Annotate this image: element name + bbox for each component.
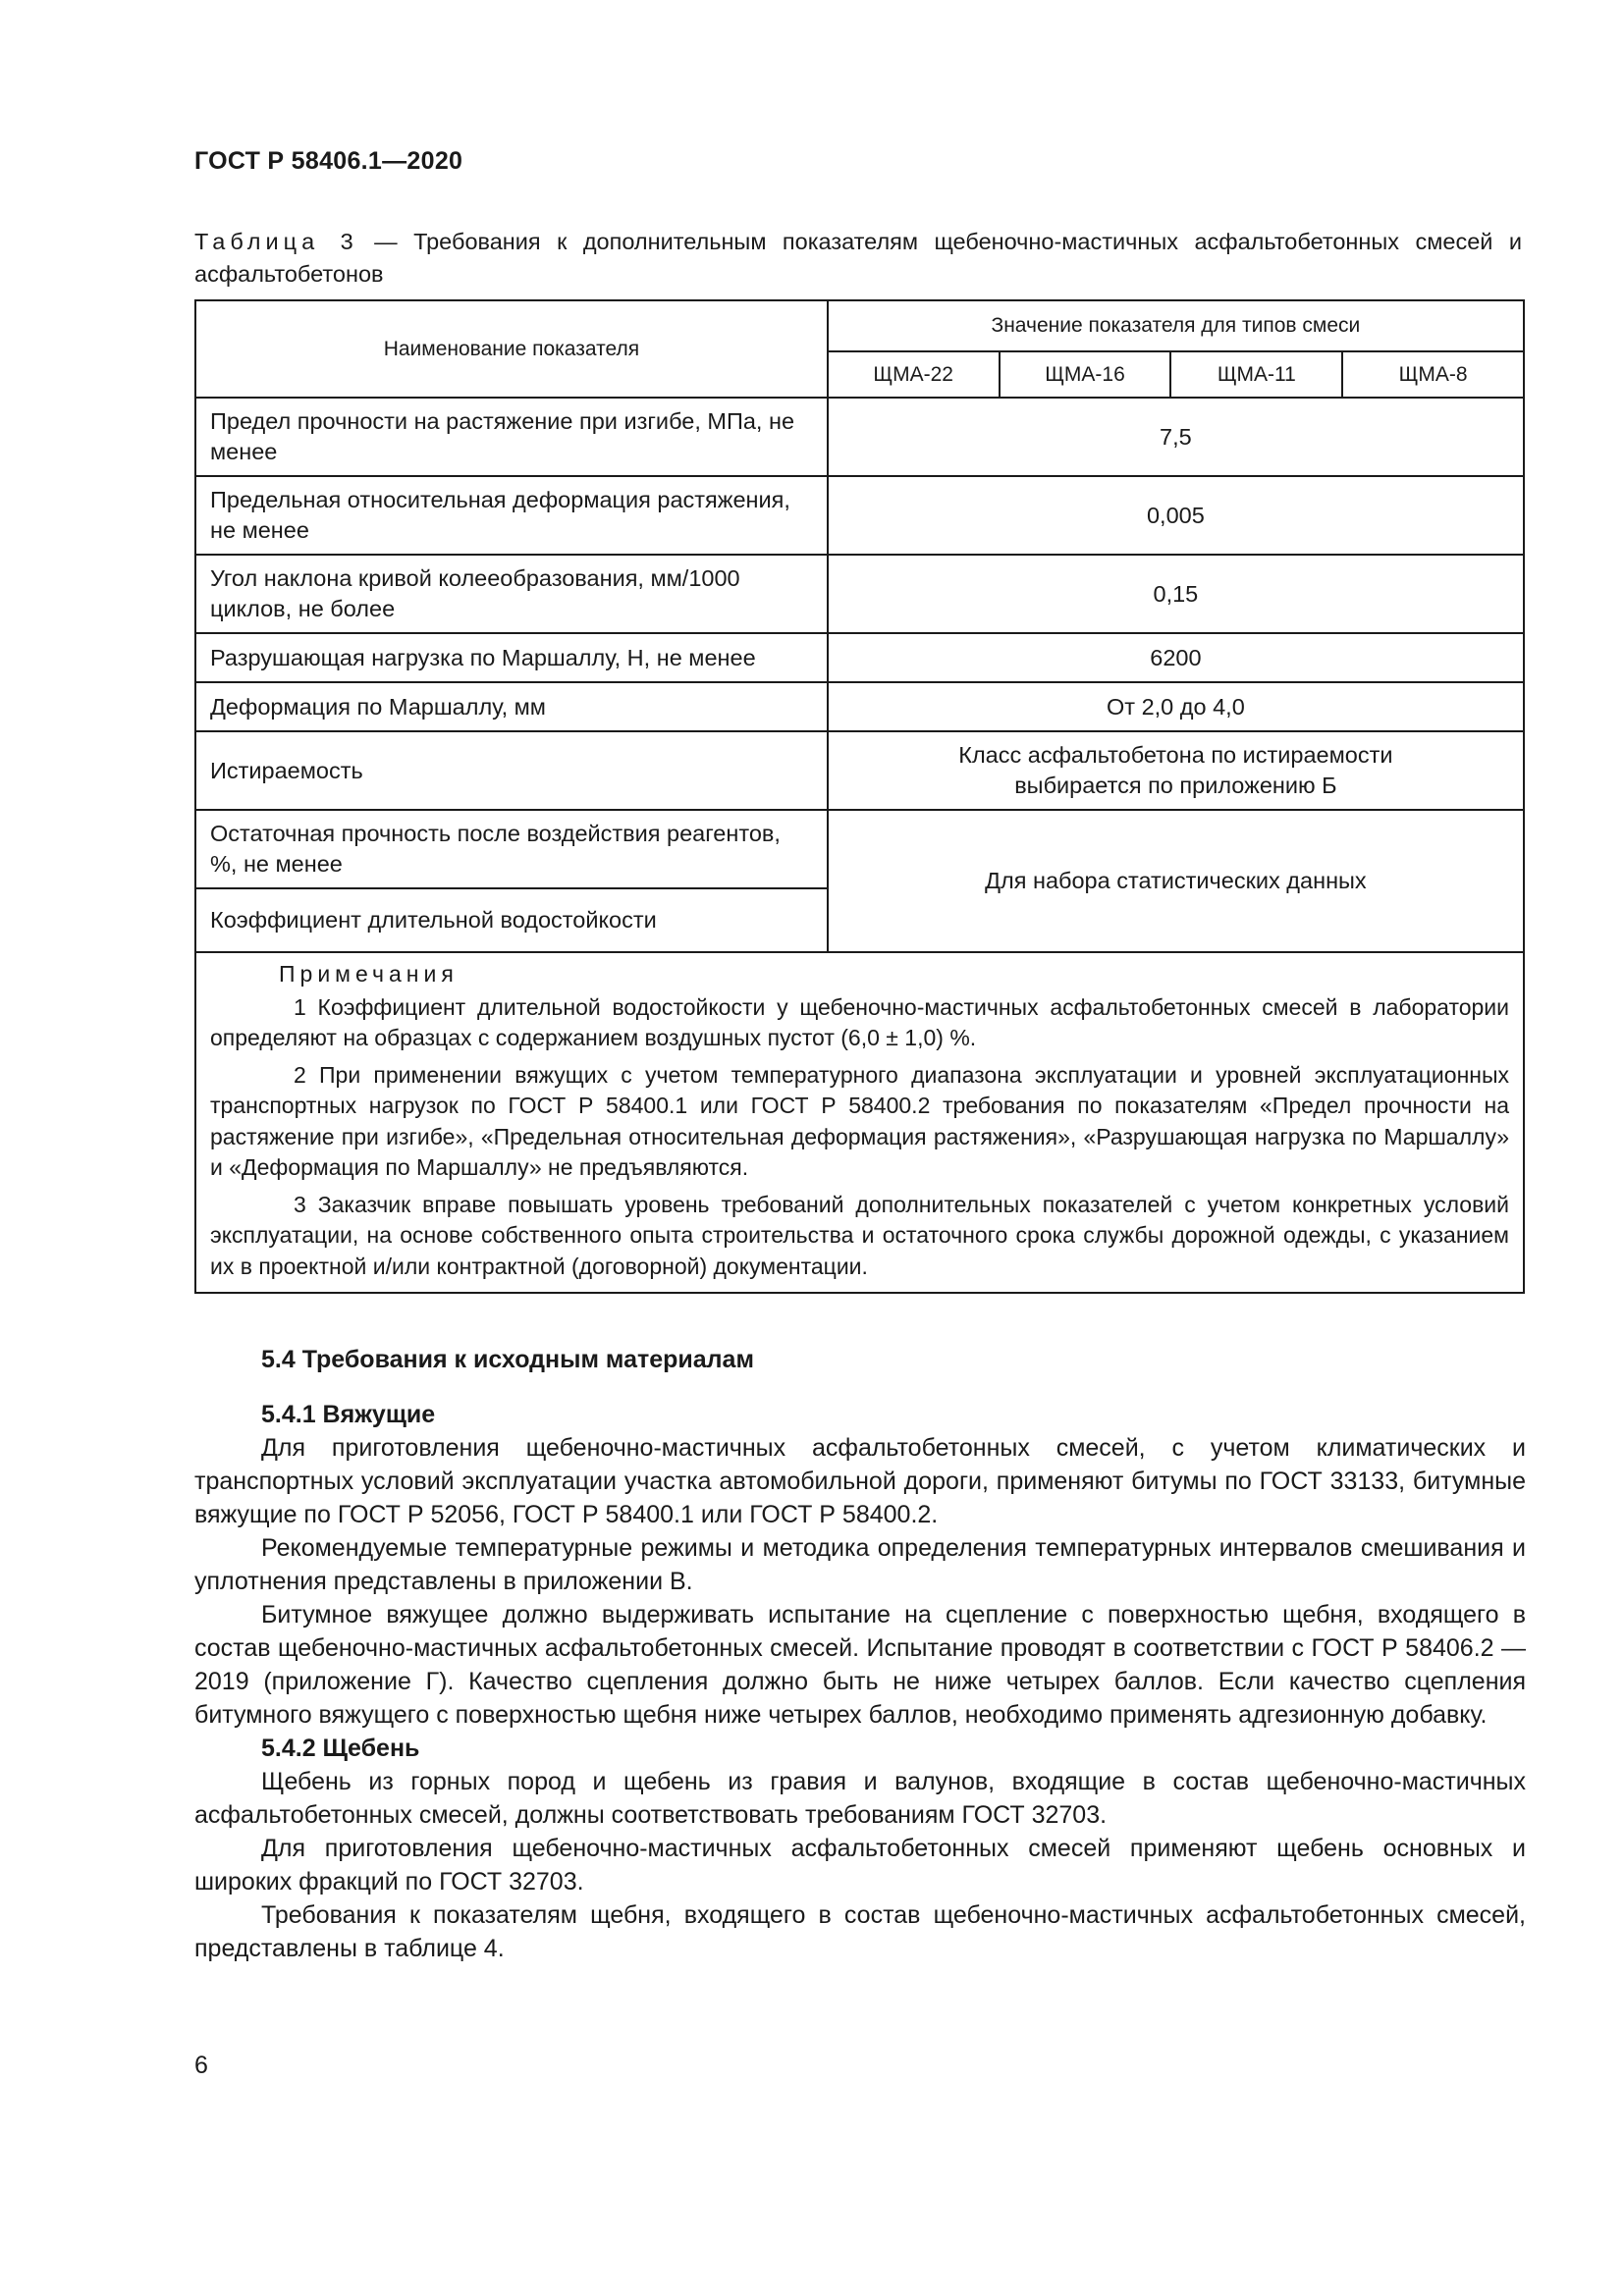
table-row — [195, 555, 1524, 633]
notes-title: Примечания — [279, 961, 459, 987]
requirements-table — [194, 299, 1525, 1294]
paragraph: Требования к показателям щебня, входящего в состав щебеночно-мастичных асфальтобетонных смесей, представлены в таблице 4. — [194, 1901, 1526, 1962]
column-header-type: ЩМА-22 — [828, 351, 1000, 398]
table-row — [195, 476, 1524, 555]
note-item: 1 Коэффициент длительной водостойкости у щебеночно-мастичных асфальтобетонных смесей в лаборатории определяют на образцах с содержанием воздушных пустот (6,0 ± 1,0) %. — [210, 993, 1509, 1050]
column-header-name: Наименование показателя — [195, 300, 828, 398]
row-value: От 2,0 до 4,0 — [828, 682, 1524, 731]
row-name: Истираемость — [195, 731, 828, 810]
table-row — [195, 731, 1524, 810]
note-item: 3 Заказчик вправе повышать уровень требований дополнительных показателей с учетом конкретных условий эксплуатации, на основе собственного опыта строительства и остаточного срока службы дорожной одежды, с указанием их в проектной и/или контрактной (договорной) документации. — [210, 1191, 1509, 1279]
column-header-value: Значение показателя для типов смеси — [828, 300, 1524, 351]
table-notes — [195, 952, 1524, 1293]
row-name: Деформация по Маршаллу, мм — [195, 682, 828, 731]
paragraph: Для приготовления щебеночно-мастичных асфальтобетонных смесей применяют щебень основных и широких фракций по ГОСТ 32703. — [194, 1835, 1526, 1896]
row-name: Коэффициент длительной водостойкости — [195, 888, 828, 952]
row-value: 0,005 — [828, 476, 1524, 555]
row-name: Предельная относительная деформация растяжения, не менее — [195, 476, 828, 555]
section-title: 5.4 Требования к исходным материалам — [261, 1346, 754, 1373]
table-row — [195, 810, 1524, 888]
paragraph: Для приготовления щебеночно-мастичных асфальтобетонных смесей, с учетом климатических и транспортных условий эксплуатации участка автомобильной дороги, применяют битумы по ГОСТ 33133, битумные вяжущие по ГОСТ Р 52056, ГОСТ Р 58400.1 или ГОСТ Р 58400.2. — [194, 1434, 1526, 1528]
row-value: 7,5 — [828, 398, 1524, 476]
table-row — [195, 398, 1524, 476]
column-header-type: ЩМА-16 — [1000, 351, 1171, 398]
row-value: 0,15 — [828, 555, 1524, 633]
row-value: Для набора статистических данных — [828, 810, 1524, 952]
paragraph: Рекомендуемые температурные режимы и методика определения температурных интервалов смешивания и уплотнения представлены в приложении В. — [194, 1534, 1526, 1595]
table-row — [195, 633, 1524, 682]
subsection-title: 5.4.2 Щебень — [261, 1735, 420, 1762]
section-body — [194, 1343, 1526, 1965]
table-row — [195, 682, 1524, 731]
column-header-type: ЩМА-8 — [1342, 351, 1524, 398]
paragraph: Битумное вяжущее должно выдерживать испытание на сцепление с поверхностью щебня, входящего в состав щебеночно-мастичных асфальтобетонных смесей. Испытание проводят в соответствии с ГОСТ Р 58406.2 — 2019 (приложение Г). Качество сцепления должно быть не ниже четырех баллов. Если качество сцепления битумного вяжущего с поверхностью щебня ниже четырех баллов, необходимо применять адгезионную добавку. — [194, 1601, 1526, 1729]
document-id: ГОСТ Р 58406.1—2020 — [194, 147, 463, 175]
row-value: Класс асфальтобетона по истираемости выбирается по приложению Б — [828, 731, 1524, 810]
page-number: 6 — [194, 2052, 208, 2079]
column-header-type: ЩМА-11 — [1170, 351, 1342, 398]
row-name: Угол наклона кривой колееобразования, мм/1000 циклов, не более — [195, 555, 828, 633]
paragraph: Щебень из горных пород и щебень из гравия и валунов, входящие в состав щебеночно-мастичных асфальтобетонных смесей, должны соответствовать требованиям ГОСТ 32703. — [194, 1768, 1526, 1829]
table-notes-row — [195, 952, 1524, 1293]
row-value: 6200 — [828, 633, 1524, 682]
table-caption-text: — Требования к дополнительным показателям щебеночно-мастичных асфальтобетонных смесей и асфальтобетонов — [194, 229, 1522, 287]
table-caption-label: Таблица 3 — [194, 229, 358, 254]
row-name: Разрушающая нагрузка по Маршаллу, Н, не менее — [195, 633, 828, 682]
row-name: Остаточная прочность после воздействия реагентов, %, не менее — [195, 810, 828, 888]
note-item: 2 При применении вяжущих с учетом температурного диапазона эксплуатации и уровней эксплуатационных транспортных нагрузок по ГОСТ Р 58400.1 или ГОСТ Р 58400.2 требования по показателям «Предел прочности на растяжение при изгибе», «Предельная относительная деформация растяжения», «Разрушающая нагрузка по Маршаллу» и «Деформация по Маршаллу» не предъявляются. — [210, 1061, 1509, 1180]
subsection-title: 5.4.1 Вяжущие — [261, 1401, 436, 1428]
row-name: Предел прочности на растяжение при изгибе, МПа, не менее — [195, 398, 828, 476]
table-caption — [194, 226, 1522, 291]
